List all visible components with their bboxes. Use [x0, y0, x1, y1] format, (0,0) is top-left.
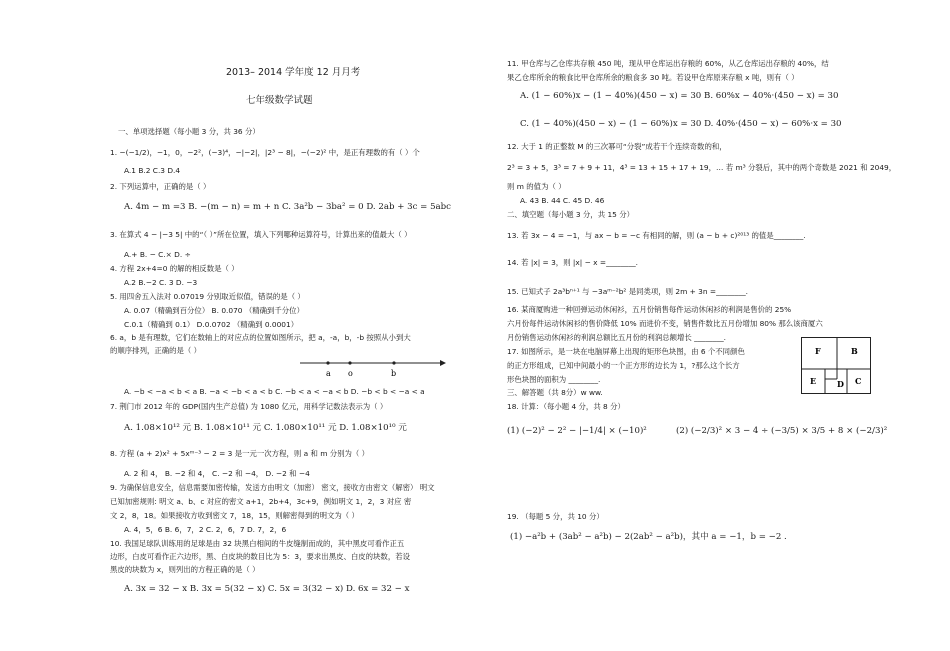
question-18-part-1: (1) (−2)² − 2² − |−1/4| × (−10)² [507, 426, 647, 436]
question-2-options: A. 4m − m =3 B. −(m − n) = m + n C. 3a²b − 3ba² = 0 D. 2ab + 3c = 5abc [124, 202, 451, 212]
question-12-line-2: 2³ = 3 + 5，3³ = 7 + 9 + 11，4³ = 13 + 15 + 17 + 19，… 若 m³ 分裂后，其中的两个奇数是 2021 和 2049， [507, 163, 897, 172]
figure-label-b: B [851, 346, 858, 356]
question-2: 2. 下列运算中，正确的是（ ） [110, 182, 211, 191]
question-16-line-3: 月份销售运动休闲衫的利润总额比五月份的利润总额增长 ________. [507, 333, 727, 342]
question-12-line-3: 则 m 的值为（ ） [507, 182, 566, 191]
question-11-line-2: 果乙仓库所余的粮食比甲仓库所余的粮食多 30 吨。若设甲仓库原来存粮 x 吨，则有（ ） [507, 73, 799, 82]
question-10-line-2: 边形，白皮可看作正六边形，黑、白皮块的数目比为 5：3，要求出黑皮、白皮的块数，若设 [110, 552, 410, 561]
question-14: 14. 若 |x| = 3，则 |x| − x =________. [507, 258, 638, 267]
exam-subtitle: 七年级数学试题 [246, 95, 313, 106]
section-2-heading: 二、填空题（每小题 3 分，共 15 分） [507, 210, 634, 219]
question-10-line-3: 黑皮的块数为 x，则列出的方程正确的是（ ） [110, 565, 260, 574]
question-9-options: A. 4，5，6 B. 6，7，2 C. 2，6，7 D. 7，2，6 [124, 525, 287, 534]
figure-label-e: E [810, 376, 817, 386]
question-6: 6. a，b 是有理数，它们在数轴上的对应点的位置如图所示，把 a，-a，b，-b 按照从小到大 [110, 333, 411, 342]
exam-title: 2013– 2014 学年度 12 月月考 [226, 67, 361, 78]
question-12-options: A. 43 B. 44 C. 45 D. 46 [520, 196, 605, 205]
question-12: 12. 大于 1 的正整数 M 的三次幂可“分裂”成若干个连续奇数的和， [507, 142, 727, 151]
question-5: 5. 用四舍五入法对 0.07019 分别取近似值，错误的是（ ） [110, 292, 305, 301]
question-17-line-3: 形色块图的面积为 ________. [507, 375, 601, 384]
question-17: 17. 如图所示，是一块在电脑屏幕上出现的矩形色块图，由 6 个不同颜色 [507, 347, 745, 356]
question-8-options: A. 2 和 4， B. −2 和 4， C. −2 和 −4， D. −2 和 −4 [124, 469, 310, 478]
question-1-options: A.1 B.2 C.3 D.4 [124, 166, 181, 175]
question-10: 10. 我国足球队训练用的足球是由 32 块黑白相间的牛皮缝制而成的，其中黑皮可看作正五 [110, 539, 405, 548]
question-18-part-2: (2) (−2/3)² × 3 − 4 ÷ (−3/5) × 3/5 + 8 × (−2/3)² [676, 426, 888, 436]
question-13: 13. 若 3x − 4 = −1，与 ax − b = −c 有相同的解，则 (a − b + c)²⁰¹³ 的值是________. [507, 231, 806, 240]
section-1-heading: 一、单项选择题（每小题 3 分，共 36 分） [118, 127, 260, 136]
section-3-heading: 三、解答题（共 8分）w ww. [507, 388, 603, 397]
question-6-options: A. −b < −a < b < a B. −a < −b < a < b C. −b < a < −a < b D. −b < b < −a < a [124, 387, 425, 396]
question-10-options: A. 3x = 32 − x B. 3x = 5(32 − x) C. 5x = 3(32 − x) D. 6x = 32 − x [124, 584, 410, 594]
question-1: 1. −(−1/2)，−1，0，−2²，(−3)⁴，−|−2|，|2³ − 8|，−(−2)² 中，是正有理数的有（ ）个 [110, 148, 420, 157]
question-19-part-1: (1) −a²b + (3ab² − a²b) − 2(2ab² − a²b)，其中 a = −1，b = −2 . [510, 532, 787, 542]
question-17-line-2: 的正方形组成，已知中间最小的一个正方形的边长为 1，?那么这个长方 [507, 361, 740, 370]
question-16: 16. 某商厦购进一种回弹运动休闲衫，五月份销售每件运动休闲衫的利润是售价的 25% [507, 305, 792, 314]
question-6-continued: 的顺序排列，正确的是（ ） [110, 346, 202, 355]
figure-label-f: F [815, 346, 821, 356]
number-line-label-a: a [326, 369, 331, 378]
number-line-label-b: b [391, 369, 397, 378]
question-15: 15. 已知式子 2a³bⁿ⁺¹ 与 −3aᵐ⁻²b² 是同类项，则 2m + 3n =________. [507, 287, 749, 296]
figure-label-d: D [837, 379, 844, 389]
question-9: 9. 为确保信息安全，信息需要加密传输，发送方由明文（加密） 密文，接收方由密文（解密） 明文 [110, 483, 435, 492]
rectangle-color-block-figure [801, 337, 873, 397]
question-5-options-ab: A. 0.07（精确到百分位） B. 0.070 （精确到千分位） [124, 306, 304, 315]
question-11-options-ab: A. (1 − 60%)x − (1 − 40%)(450 − x) = 30 B. 60%x − 40%·(450 − x) = 30 [520, 91, 839, 101]
question-9-line-2: 已知加密规则: 明文 a、b、c 对应的密文 a+1，2b+4，3c+9，例如明文 1，2，3 对应 密 [110, 497, 412, 506]
question-7: 7. 荆门市 2012 年的 GDP(国内生产总值) 为 1080 亿元，用科学记数法表示为（ ） [110, 402, 388, 411]
question-3-options: A.+ B. − C.× D. ÷ [124, 250, 191, 259]
question-19: 19. （每题 5 分，共 10 分） [507, 512, 604, 521]
number-line-label-o: o [348, 369, 353, 378]
question-8: 8. 方程 (a + 2)x² + 5xᵐ⁻³ − 2 = 3 是一元一次方程，则 a 和 m 分别为（ ） [110, 449, 370, 458]
question-5-options-cd: C.0.1（精确到 0.1） D.0.0702 （精确到 0.0001） [124, 320, 299, 329]
question-9-line-3: 文 2，8，18。如果接收方收到密文 7，18，15，则解密得到的明文为（ ） [110, 511, 359, 520]
figure-label-c: C [855, 376, 862, 386]
question-11: 11. 甲仓库与乙仓库共存粮 450 吨，现从甲仓库运出存粮的 60%，从乙仓库运出存粮的 40%，结 [507, 59, 829, 68]
question-4: 4. 方程 2x+4=0 的解的相反数是（ ） [110, 264, 239, 273]
question-16-line-2: 六月份每件运动休闲衫的售价降低 10% 而进价不变，销售件数比五月份增加 80% 那么该商厦六 [507, 319, 823, 328]
question-18: 18. 计算：（每小题 4 分，共 8 分） [507, 402, 625, 411]
question-11-options-cd: C. (1 − 40%)(450 − x) − (1 − 60%)x = 30 D. 40%·(450 − x) − 60%·x = 30 [520, 119, 842, 129]
number-line-figure [300, 357, 450, 379]
question-4-options: A.2 B.−2 C. 3 D. −3 [124, 278, 198, 287]
question-7-options: A. 1.08×10¹² 元 B. 1.08×10¹¹ 元 C. 1.080×10¹¹ 元 D. 1.08×10¹⁰ 元 [124, 423, 407, 433]
question-3: 3. 在算式 4 − |−3 5| 中的“（ ）”所在位置，填入下列哪种运算符号，计算出来的值最大（ ） [110, 230, 412, 239]
